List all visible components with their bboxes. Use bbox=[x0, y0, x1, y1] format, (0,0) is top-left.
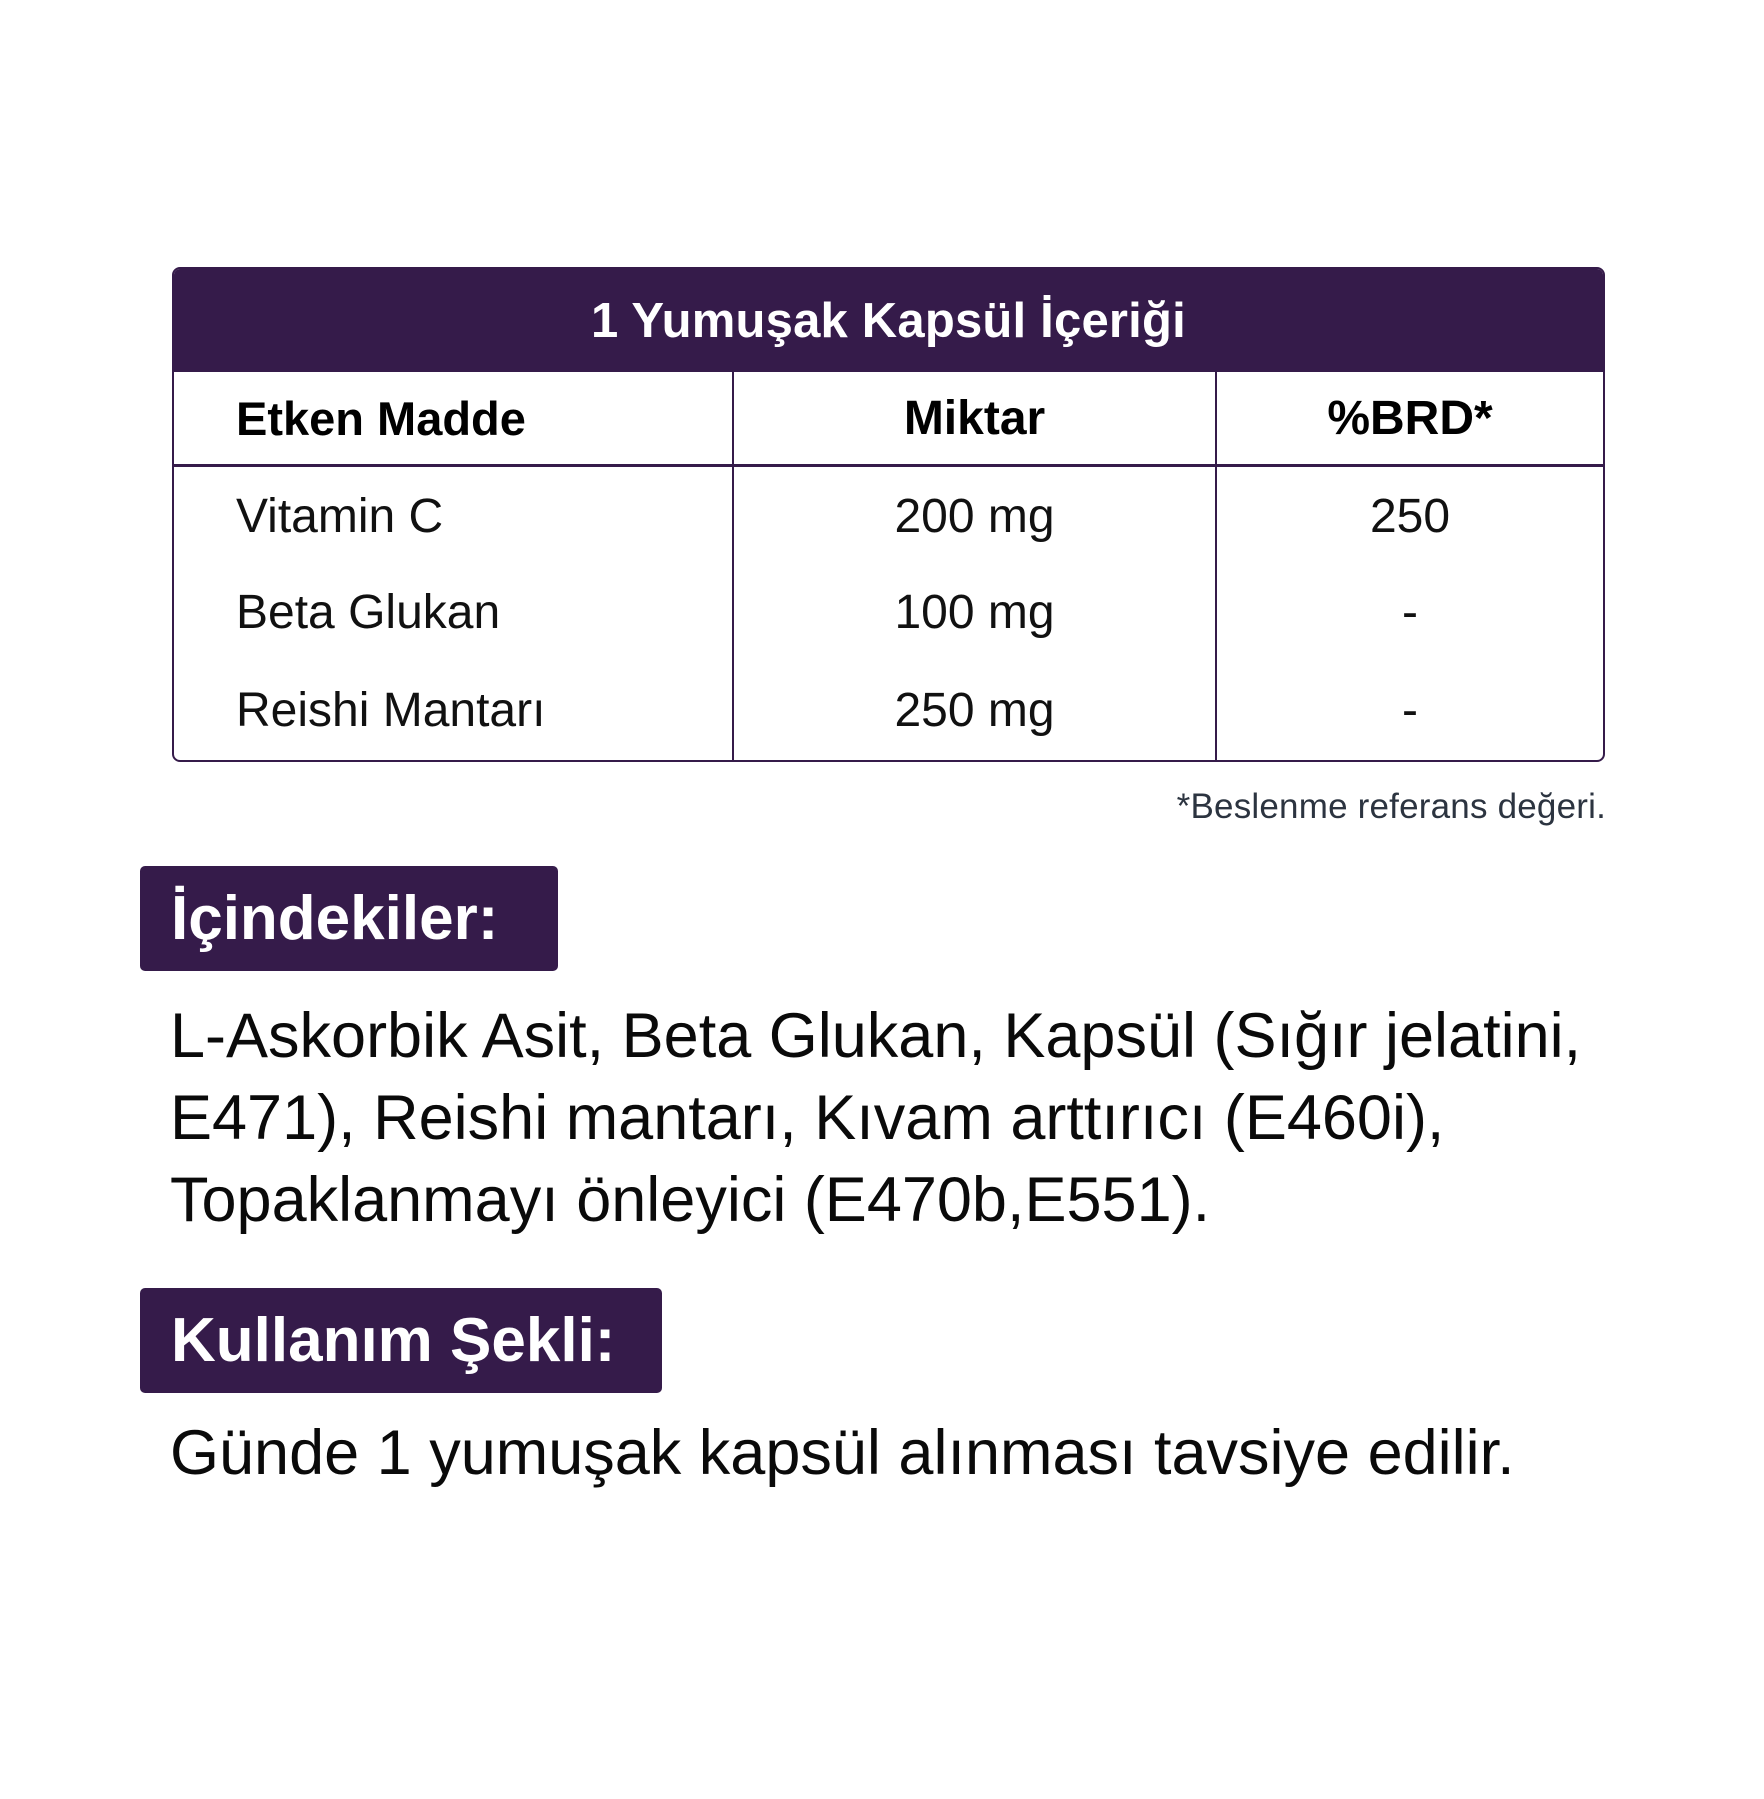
column-header-ingredient: Etken Madde bbox=[174, 372, 734, 467]
table-row bbox=[174, 467, 1603, 565]
table-row bbox=[174, 565, 1603, 660]
column-header-amount: Miktar bbox=[734, 372, 1217, 467]
ingredient-amount: 100 mg bbox=[734, 565, 1217, 660]
ingredient-amount: 200 mg bbox=[734, 467, 1217, 565]
table-footnote: *Beslenme referans değeri. bbox=[1176, 787, 1606, 826]
ingredient-brd: 250 bbox=[1369, 489, 1451, 543]
ingredient-name: Vitamin C bbox=[174, 467, 734, 565]
usage-text: Günde 1 yumuşak kapsül alınması tavsiye edilir. bbox=[170, 1418, 1515, 1488]
table-header-row bbox=[174, 372, 1603, 467]
column-header-brd: %BRD* bbox=[1217, 372, 1603, 467]
table-row bbox=[174, 660, 1603, 761]
usage-heading: Kullanım Şekli: bbox=[140, 1288, 662, 1393]
ingredient-brd: - bbox=[1402, 684, 1418, 737]
ingredient-brd: - bbox=[1402, 586, 1418, 639]
ingredient-name: Reishi Mantarı bbox=[174, 660, 734, 761]
ingredients-text: L-Askorbik Asit, Beta Glukan, Kapsül (Sığır jelatini, E471), Reishi mantarı, Kıvam arttırıcı (E460i), Topaklanmayı önleyici (E470b,E551). bbox=[170, 1001, 1582, 1235]
ingredient-name: Beta Glukan bbox=[174, 565, 734, 660]
table-title: 1 Yumuşak Kapsül İçeriği bbox=[174, 269, 1603, 372]
ingredients-heading: İçindekiler: bbox=[140, 866, 558, 971]
ingredient-amount: 250 mg bbox=[734, 660, 1217, 761]
nutrition-table bbox=[172, 267, 1605, 762]
